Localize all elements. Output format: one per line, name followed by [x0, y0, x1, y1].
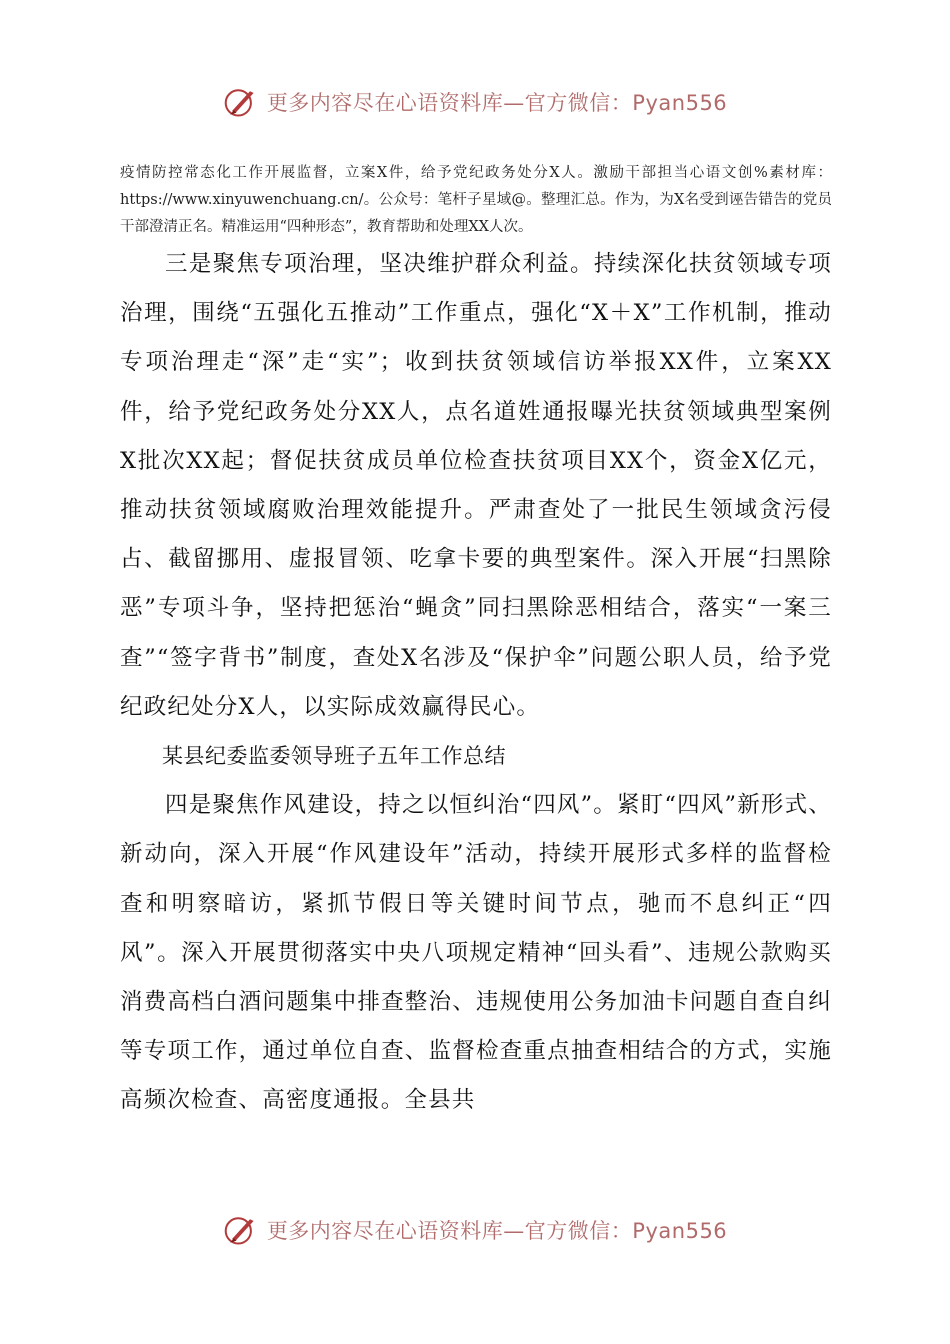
pen-logo-icon	[223, 84, 259, 120]
pen-logo-icon	[223, 1212, 259, 1248]
paragraph-special-governance: 三是聚焦专项治理，坚决维护群众利益。持续深化扶贫领域专项治理，围绕“五强化五推动”工作重点，强化“X＋X”工作机制，推动专项治理走“深”走“实”；收到扶贫领域信访举报XX件，立案XX件，给予党纪政务处分XX人，点名道姓通报曝光扶贫领域典型案例X批次XX起；督促扶贫成员单位检查扶贫项目XX个，资金X亿元，推动扶贫领域腐败治理效能提升。严肃查处了一批民生领域贪污侵占、截留挪用、虚报冒领、吃拿卡要的典型案件。深入开展“扫黑除恶”专项斗争，坚持把惩治“蝇贪”同扫黑除恶相结合，落实“一案三查”“签字背书”制度，查处X名涉及“保护伞”问题公职人员，给予党纪政纪处分X人，以实际成效赢得民心。	[120, 251, 832, 720]
footer-banner	[0, 1208, 950, 1252]
paragraph-work-style: 四是聚焦作风建设，持之以恒纠治“四风”。紧盯“四风”新形式、新动向，深入开展“作风建设年”活动，持续开展形式多样的监督检查和明察暗访，紧抓节假日等关键时间节点，驰而不息纠正“四风”。深入开展贯彻落实中央八项规定精神“回头看”、违规公款购买消费高档白酒问题集中排查整治、违规使用公务加油卡问题自查自纠等专项工作，通过单位自查、监督检查重点抽查相结合的方式，实施高频次检查、高密度通报。全县共	[120, 792, 833, 1114]
document-body	[120, 240, 832, 1126]
banner-text: 更多内容尽在心语资料库—官方微信：Pyan556	[266, 1219, 728, 1243]
small-paragraph: 疫情防控常态化工作开展监督，立案X件，给予党纪政务处分X人。激励干部担当心语文创%素材库：https://www.xinyuwenchuang.cn/。公众号：笔杆子星域@。整理汇总。作为，为X名受到诬告错告的党员干部澄清正名。精准运用“四种形态”，教育帮助和处理XX人次。	[120, 165, 832, 235]
header-banner	[0, 80, 950, 124]
banner-text: 更多内容尽在心语资料库—官方微信：Pyan556	[266, 91, 728, 115]
section-heading: 某县纪委监委领导班子五年工作总结	[162, 744, 506, 769]
